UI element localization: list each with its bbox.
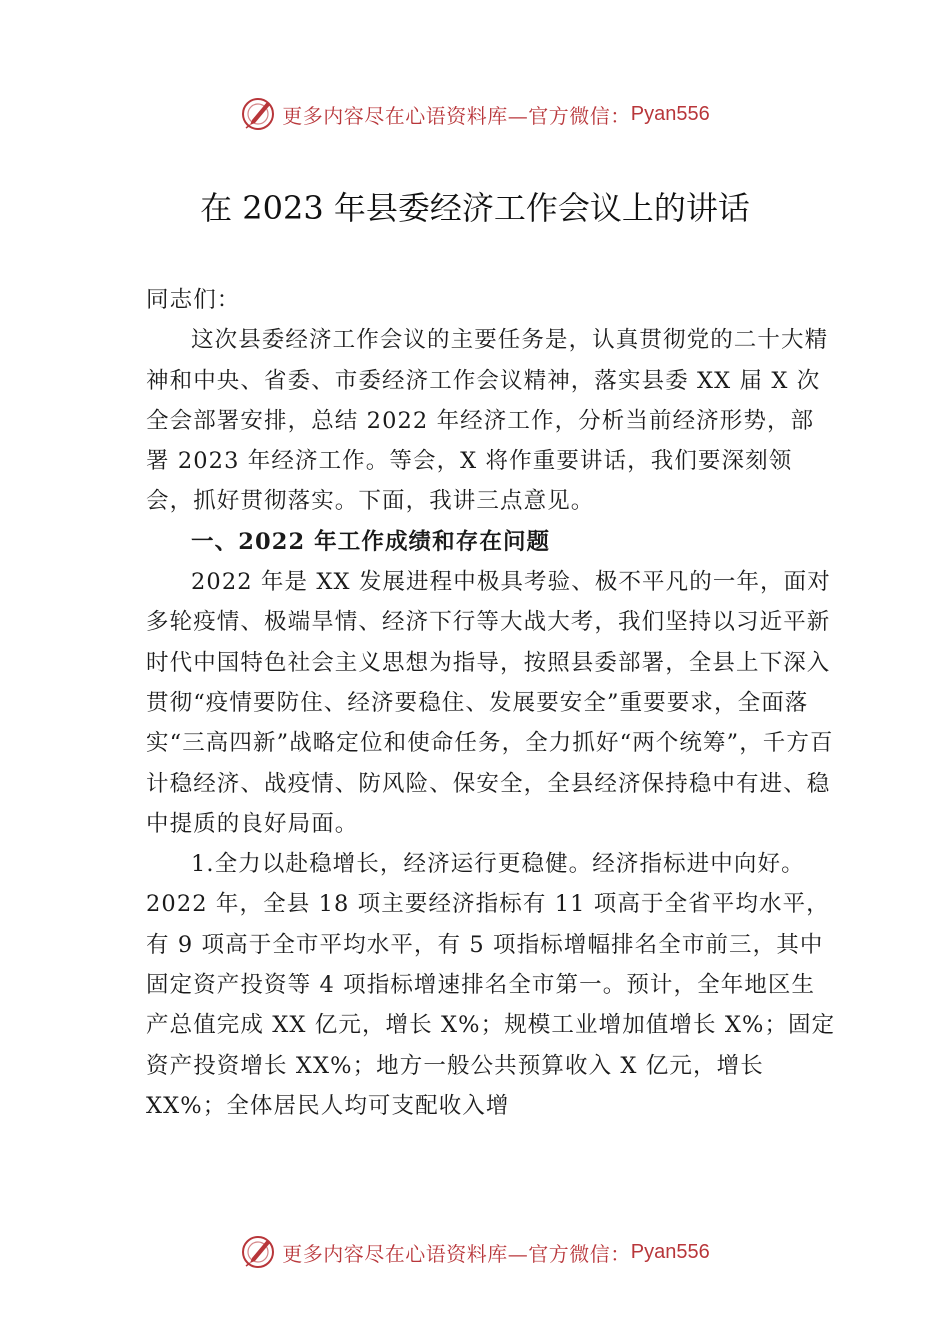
watermark-text: 更多内容尽在心语资料库—官方微信： [282,103,631,128]
document-body [146,280,836,1126]
document-title: 在 2023 年县委经济工作会议上的讲话 [200,189,750,227]
watermark-banner-bottom [0,1230,950,1274]
watermark-banner-top [0,92,950,136]
section-heading-1: 一、2022 年工作成绩和存在问题 [191,528,551,555]
paragraph-growth: 1.全力以赴稳增长，经济运行更稳健。经济指标进中向好。2022 年，全县 18 项主要经济指标有 11 项高于全省平均水平，有 9 项高于全市平均水平，有 5 项指标增幅排名全市前三，其中固定资产投资等 4 项指标增速排名全市第一。预计，全年地区生产总值完成 XX 亿元，增长 X%；规模工业增加值增长 X%；固定资产投资增长 XX%；地方一般公共预算收入 X 亿元，增长 XX%；全体居民人均可支配收入增 [146,851,836,1119]
quill-seal-icon [240,1234,276,1270]
watermark-text: 更多内容尽在心语资料库—官方微信： [282,1241,631,1266]
paragraph-intro: 这次县委经济工作会议的主要任务是，认真贯彻党的二十大精神和中央、省委、市委经济工作会议精神，落实县委 XX 届 X 次全会部署安排，总结 2022 年经济工作，分析当前经济形势，部署 2023 年经济工作。等会，X 将作重要讲话，我们要深刻领会，抓好贯彻落实。下面，我讲三点意见。 [146,327,829,515]
salutation: 同志们： [146,287,241,313]
paragraph-review: 2022 年是 XX 发展进程中极具考验、极不平凡的一年，面对多轮疫情、极端旱情、经济下行等大战大考，我们坚持以习近平新时代中国特色社会主义思想为指导，按照县委部署，全县上下深入贯彻“疫情要防住、经济要稳住、发展要安全”重要要求，全面落实“三高四新”战略定位和使命任务，全力抓好“两个统筹”，千方百计稳经济、战疫情、防风险、保安全，全县经济保持稳中有进、稳中提质的良好局面。 [146,569,834,837]
watermark-wechat-id: Pyan556 [630,102,710,125]
watermark-wechat-id: Pyan556 [630,1240,710,1263]
quill-seal-icon [240,96,276,132]
